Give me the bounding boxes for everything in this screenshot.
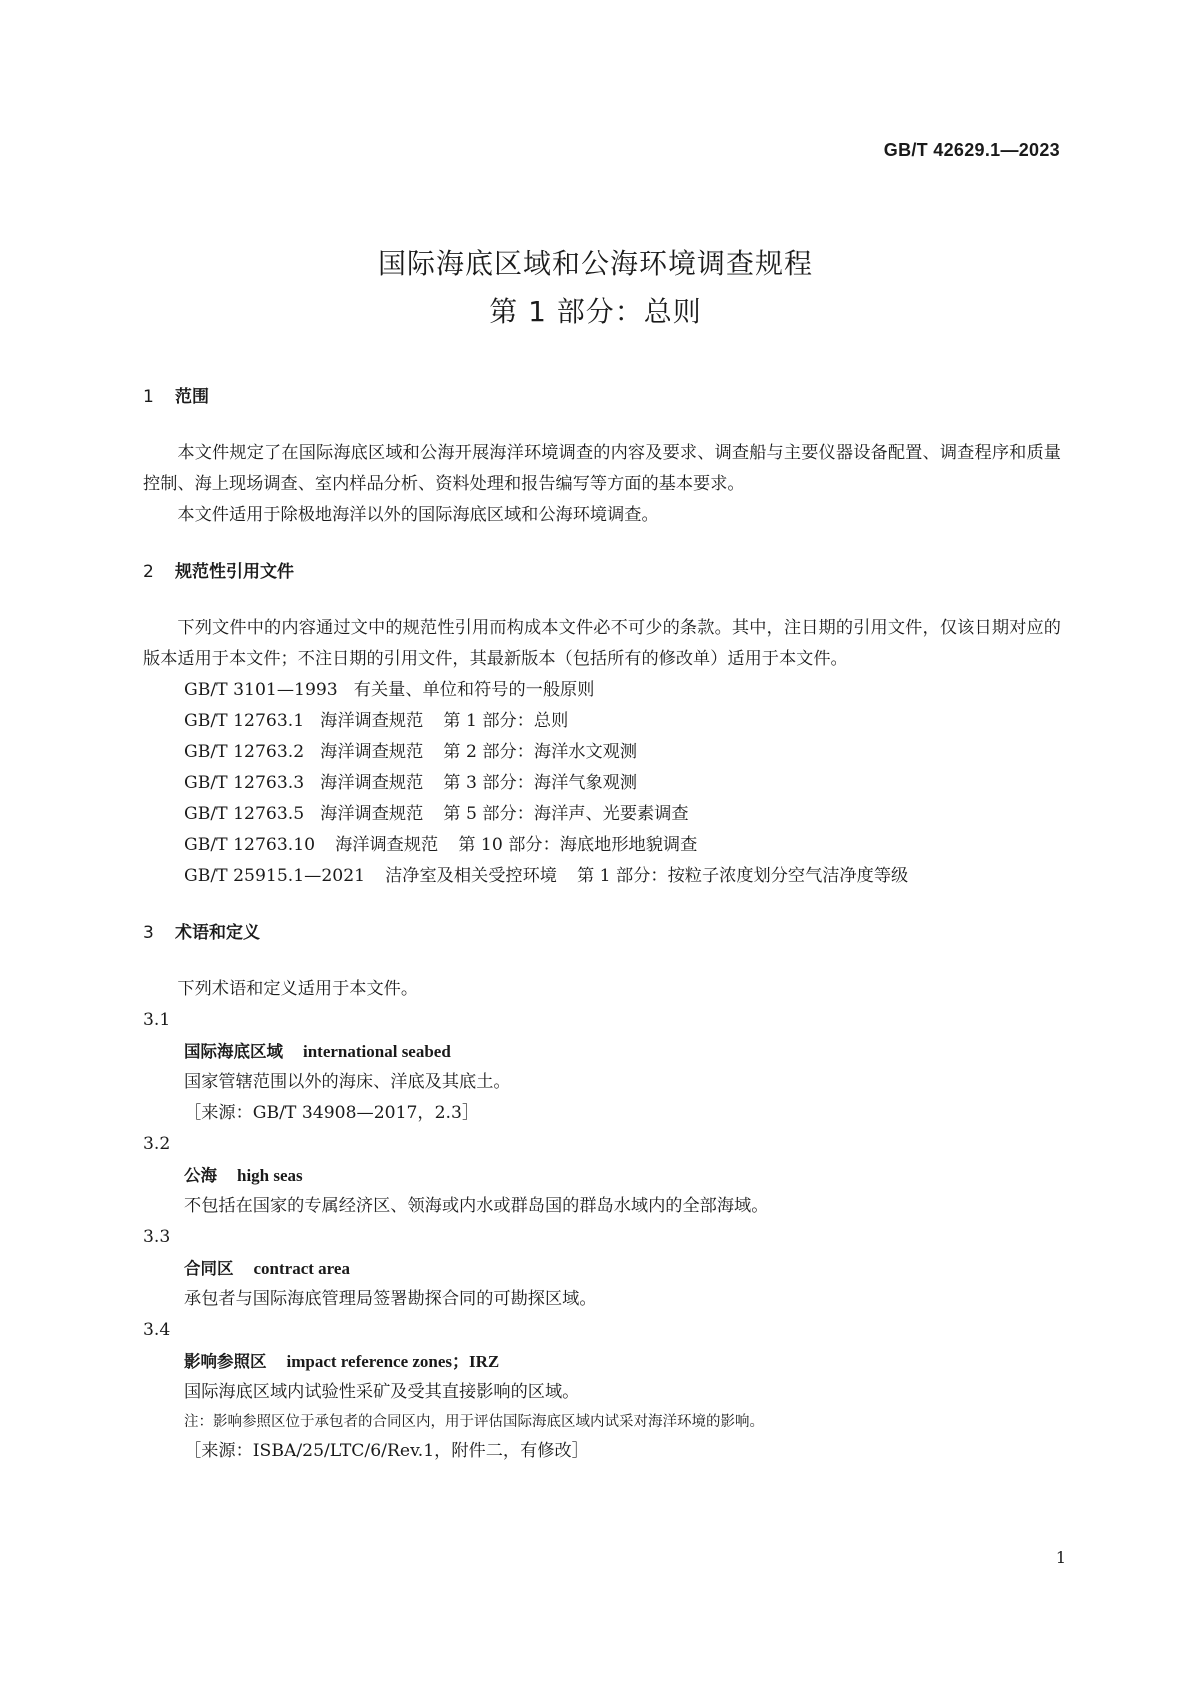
section-3-intro: 下列术语和定义适用于本文件。	[177, 979, 419, 999]
section-3-heading	[143, 918, 1061, 948]
reference-part: 第 1 部分：总则	[443, 711, 569, 731]
term-source: ［来源：GB/T 34908—2017，2.3］	[184, 1103, 480, 1123]
term-definition: 国家管辖范围以外的海床、洋底及其底土。	[184, 1072, 511, 1092]
term-definition: 不包括在国家的专属经济区、领海或内水或群岛国的群岛水域内的全部海域。	[184, 1196, 769, 1216]
term-name	[143, 1253, 1061, 1284]
reference-code: GB/T 3101—1993	[184, 680, 338, 700]
term-chinese: 影响参照区	[184, 1352, 267, 1371]
reference-part: 第 5 部分：海洋声、光要素调查	[443, 804, 689, 824]
reference-item	[143, 737, 1061, 768]
section-1-paragraph-1: 本文件规定了在国际海底区域和公海开展海洋环境调查的内容及要求、调查船与主要仪器设备配置、调查程序和质量控制、海上现场调查、室内样品分析、资料处理和报告编写等方面的基本要求。	[143, 443, 1061, 494]
reference-item	[143, 675, 1061, 706]
reference-title: 海洋调查规范	[320, 804, 424, 824]
section-title: 规范性引用文件	[175, 562, 294, 582]
term-chinese: 公海	[184, 1166, 217, 1185]
reference-title: 海洋调查规范	[335, 835, 439, 855]
term-source: ［来源：ISBA/25/LTC/6/Rev.1，附件二，有修改］	[184, 1441, 589, 1461]
reference-item	[143, 830, 1061, 861]
term-number: 3.2	[143, 1134, 171, 1154]
term-number: 3.4	[143, 1320, 171, 1340]
term-definition: 国际海底区域内试验性采矿及受其直接影响的区域。	[184, 1382, 580, 1402]
term-definition: 承包者与国际海底管理局签署勘探合同的可勘探区域。	[184, 1289, 597, 1309]
term-chinese: 合同区	[184, 1259, 234, 1278]
reference-code: GB/T 12763.10	[184, 835, 316, 855]
reference-code: GB/T 12763.2	[184, 742, 305, 762]
title-line-1: 国际海底区域和公海环境调查规程	[377, 247, 813, 280]
section-title: 术语和定义	[175, 923, 260, 943]
title-line-2: 第 1 部分：总则	[489, 295, 702, 328]
term-name	[143, 1036, 1061, 1067]
reference-code: GB/T 25915.1—2021	[184, 866, 366, 886]
reference-title: 洁净室及相关受控环境	[385, 866, 557, 886]
reference-title: 海洋调查规范	[320, 711, 424, 731]
reference-code: GB/T 12763.5	[184, 804, 305, 824]
term-english: contract area	[253, 1259, 350, 1278]
section-title: 范围	[175, 387, 209, 407]
section-number: 2	[143, 562, 154, 582]
reference-item	[143, 799, 1061, 830]
section-1-paragraph-2: 本文件适用于除极地海洋以外的国际海底区域和公海环境调查。	[177, 505, 659, 525]
reference-part: 第 1 部分：按粒子浓度划分空气洁净度等级	[576, 866, 909, 886]
section-number: 1	[143, 387, 154, 407]
term-number: 3.1	[143, 1010, 171, 1030]
page-number: 1	[1055, 1548, 1066, 1567]
reference-item	[143, 768, 1061, 799]
term-note: 注：影响参照区位于承包者的合同区内，用于评估国际海底区域内试采对海洋环境的影响。	[184, 1414, 764, 1430]
document-title	[0, 240, 1191, 336]
reference-part: 第 3 部分：海洋气象观测	[443, 773, 638, 793]
standard-code: GB/T 42629.1—2023	[883, 140, 1060, 160]
reference-part: 第 2 部分：海洋水文观测	[443, 742, 638, 762]
term-english: international seabed	[303, 1042, 451, 1061]
section-2-heading	[143, 557, 1061, 587]
term-english: high seas	[237, 1166, 303, 1185]
document-body	[143, 382, 1061, 1467]
reference-code: GB/T 12763.3	[184, 773, 305, 793]
term-number: 3.3	[143, 1227, 171, 1247]
reference-title: 海洋调查规范	[320, 742, 424, 762]
term-english: impact reference zones；IRZ	[286, 1352, 500, 1371]
section-1-heading	[143, 382, 1061, 412]
term-chinese: 国际海底区域	[184, 1042, 283, 1061]
section-2-intro: 下列文件中的内容通过文中的规范性引用而构成本文件必不可少的条款。其中，注日期的引用文件，仅该日期对应的版本适用于本文件；不注日期的引用文件，其最新版本（包括所有的修改单）适用于本文件。	[143, 618, 1061, 669]
reference-item	[143, 861, 1061, 892]
reference-item	[143, 706, 1061, 737]
section-number: 3	[143, 923, 154, 943]
term-name	[143, 1346, 1061, 1377]
reference-title: 海洋调查规范	[320, 773, 424, 793]
reference-title: 有关量、单位和符号的一般原则	[353, 680, 595, 700]
reference-code: GB/T 12763.1	[184, 711, 305, 731]
term-name	[143, 1160, 1061, 1191]
reference-part: 第 10 部分：海底地形地貌调查	[458, 835, 698, 855]
